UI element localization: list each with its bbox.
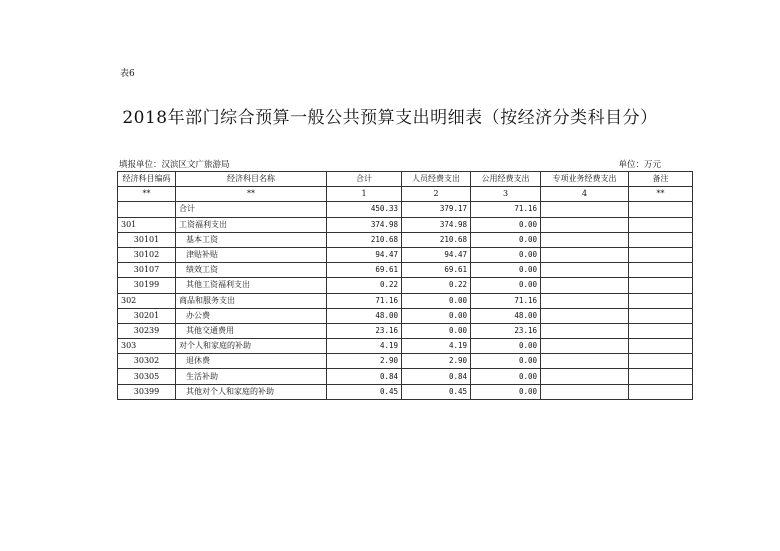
cell-personnel: 379.17 bbox=[402, 202, 471, 217]
index-cell: 1 bbox=[327, 187, 402, 202]
cell-code: 30201 bbox=[118, 308, 176, 323]
cell-special bbox=[541, 384, 629, 399]
cell-name: 对个人和家庭的补助 bbox=[176, 339, 327, 354]
cell-personnel: 0.45 bbox=[402, 384, 471, 399]
cell-note bbox=[629, 232, 693, 247]
cell-total: 450.33 bbox=[327, 202, 402, 217]
cell-public: 0.00 bbox=[471, 384, 541, 399]
cell-public: 23.16 bbox=[471, 323, 541, 338]
cell-special bbox=[541, 308, 629, 323]
cell-code: 30399 bbox=[118, 384, 176, 399]
table-body bbox=[118, 202, 693, 399]
cell-total: 0.45 bbox=[327, 384, 402, 399]
cell-public: 0.00 bbox=[471, 247, 541, 262]
cell-name: 绩效工资 bbox=[176, 263, 327, 278]
cell-public: 0.00 bbox=[471, 232, 541, 247]
header-total: 合计 bbox=[327, 172, 402, 187]
cell-special bbox=[541, 323, 629, 338]
header-note: 备注 bbox=[629, 172, 693, 187]
cell-total: 94.47 bbox=[327, 247, 402, 262]
cell-name: 合计 bbox=[176, 202, 327, 217]
cell-total: 71.16 bbox=[327, 293, 402, 308]
cell-public: 0.00 bbox=[471, 278, 541, 293]
currency-unit: 单位：万元 bbox=[618, 160, 661, 170]
cell-public: 0.00 bbox=[471, 339, 541, 354]
table-row bbox=[118, 247, 693, 262]
cell-special bbox=[541, 217, 629, 232]
cell-total: 48.00 bbox=[327, 308, 402, 323]
cell-personnel: 0.00 bbox=[402, 308, 471, 323]
cell-note bbox=[629, 217, 693, 232]
cell-note bbox=[629, 293, 693, 308]
cell-special bbox=[541, 293, 629, 308]
index-row bbox=[118, 187, 693, 202]
cell-special bbox=[541, 278, 629, 293]
header-personnel: 人员经费支出 bbox=[402, 172, 471, 187]
table-row bbox=[118, 293, 693, 308]
cell-public: 48.00 bbox=[471, 308, 541, 323]
cell-code bbox=[118, 202, 176, 217]
cell-name: 其他对个人和家庭的补助 bbox=[176, 384, 327, 399]
page-title: 2018年部门综合预算一般公共预算支出明细表（按经济分类科目分） bbox=[122, 108, 658, 128]
index-cell: ** bbox=[176, 187, 327, 202]
cell-public: 71.16 bbox=[471, 202, 541, 217]
header-public: 公用经费支出 bbox=[471, 172, 541, 187]
cell-name: 其他工资福利支出 bbox=[176, 278, 327, 293]
cell-personnel: 94.47 bbox=[402, 247, 471, 262]
budget-table bbox=[117, 171, 693, 400]
index-cell: ** bbox=[118, 187, 176, 202]
cell-name: 基本工资 bbox=[176, 232, 327, 247]
cell-special bbox=[541, 354, 629, 369]
cell-note bbox=[629, 202, 693, 217]
table-row bbox=[118, 202, 693, 217]
cell-note bbox=[629, 339, 693, 354]
table-row bbox=[118, 354, 693, 369]
cell-personnel: 2.90 bbox=[402, 354, 471, 369]
cell-code: 302 bbox=[118, 293, 176, 308]
cell-code: 30305 bbox=[118, 369, 176, 384]
cell-code: 30239 bbox=[118, 323, 176, 338]
table-number: 表6 bbox=[120, 69, 135, 79]
cell-total: 4.19 bbox=[327, 339, 402, 354]
cell-personnel: 0.22 bbox=[402, 278, 471, 293]
cell-total: 210.68 bbox=[327, 232, 402, 247]
filler-unit: 填报单位：汉滨区文广旅游局 bbox=[119, 160, 230, 170]
cell-code: 30102 bbox=[118, 247, 176, 262]
table-row bbox=[118, 384, 693, 399]
cell-special bbox=[541, 263, 629, 278]
index-cell: 2 bbox=[402, 187, 471, 202]
cell-name: 津贴补贴 bbox=[176, 247, 327, 262]
cell-public: 0.00 bbox=[471, 369, 541, 384]
cell-total: 374.98 bbox=[327, 217, 402, 232]
cell-personnel: 4.19 bbox=[402, 339, 471, 354]
cell-personnel: 0.00 bbox=[402, 293, 471, 308]
cell-note bbox=[629, 247, 693, 262]
cell-note bbox=[629, 354, 693, 369]
cell-total: 23.16 bbox=[327, 323, 402, 338]
cell-public: 0.00 bbox=[471, 354, 541, 369]
table-row bbox=[118, 263, 693, 278]
cell-code: 30199 bbox=[118, 278, 176, 293]
cell-special bbox=[541, 247, 629, 262]
table-row bbox=[118, 339, 693, 354]
table-header-row bbox=[118, 172, 693, 187]
cell-note bbox=[629, 384, 693, 399]
table-row bbox=[118, 369, 693, 384]
cell-total: 0.22 bbox=[327, 278, 402, 293]
cell-note bbox=[629, 263, 693, 278]
table-row bbox=[118, 278, 693, 293]
cell-personnel: 69.61 bbox=[402, 263, 471, 278]
cell-code: 30302 bbox=[118, 354, 176, 369]
cell-total: 2.90 bbox=[327, 354, 402, 369]
cell-personnel: 210.68 bbox=[402, 232, 471, 247]
cell-name: 生活补助 bbox=[176, 369, 327, 384]
index-cell: ** bbox=[629, 187, 693, 202]
cell-special bbox=[541, 339, 629, 354]
cell-personnel: 0.00 bbox=[402, 323, 471, 338]
cell-special bbox=[541, 369, 629, 384]
cell-name: 退休费 bbox=[176, 354, 327, 369]
cell-name: 其他交通费用 bbox=[176, 323, 327, 338]
cell-personnel: 374.98 bbox=[402, 217, 471, 232]
header-name: 经济科目名称 bbox=[176, 172, 327, 187]
cell-public: 0.00 bbox=[471, 263, 541, 278]
cell-special bbox=[541, 232, 629, 247]
cell-total: 0.84 bbox=[327, 369, 402, 384]
cell-note bbox=[629, 369, 693, 384]
cell-personnel: 0.84 bbox=[402, 369, 471, 384]
cell-code: 301 bbox=[118, 217, 176, 232]
cell-special bbox=[541, 202, 629, 217]
cell-code: 30101 bbox=[118, 232, 176, 247]
index-cell: 3 bbox=[471, 187, 541, 202]
table-row bbox=[118, 217, 693, 232]
table-row bbox=[118, 308, 693, 323]
header-code: 经济科目编码 bbox=[118, 172, 176, 187]
cell-code: 303 bbox=[118, 339, 176, 354]
header-special: 专项业务经费支出 bbox=[541, 172, 629, 187]
cell-note bbox=[629, 308, 693, 323]
cell-name: 工资福利支出 bbox=[176, 217, 327, 232]
cell-name: 办公费 bbox=[176, 308, 327, 323]
table-row bbox=[118, 323, 693, 338]
cell-total: 69.61 bbox=[327, 263, 402, 278]
index-cell: 4 bbox=[541, 187, 629, 202]
cell-note bbox=[629, 278, 693, 293]
cell-name: 商品和服务支出 bbox=[176, 293, 327, 308]
cell-code: 30107 bbox=[118, 263, 176, 278]
table-row bbox=[118, 232, 693, 247]
cell-public: 0.00 bbox=[471, 217, 541, 232]
cell-note bbox=[629, 323, 693, 338]
cell-public: 71.16 bbox=[471, 293, 541, 308]
